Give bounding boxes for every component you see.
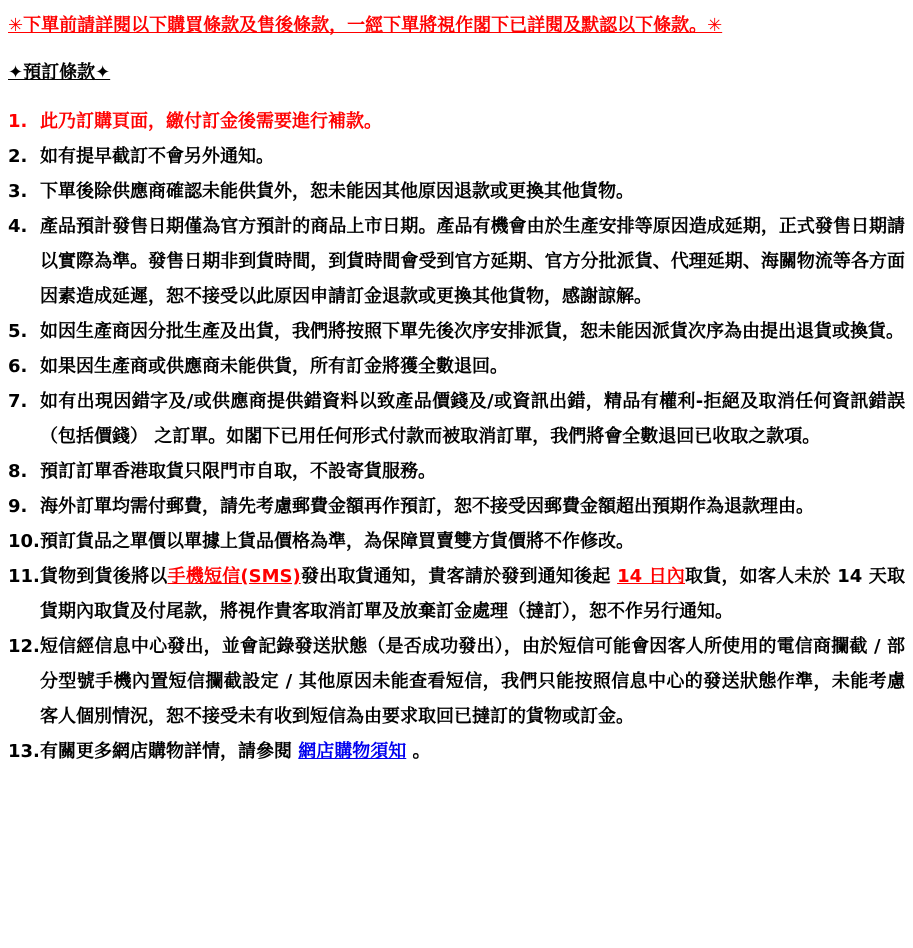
term-text <box>40 349 905 384</box>
term-text-segment: 取貨，如客人未於 14 天取貨期內取貨及付尾款，將視作貴客取消訂單及放棄訂金處理（撻訂），恕不作另行通知。 <box>40 566 905 622</box>
term-number: 10. <box>8 531 40 552</box>
term-text <box>40 314 905 349</box>
term-text-segment: 如有出現因錯字及/或供應商提供錯資料以致產品價錢及/或資訊出錯，精品有權利-拒絕及取消任何資訊錯誤（包括價錢） 之訂單。如閣下已用任何形式付款而被取消訂單，我們將會全數退回已收取之款項。 <box>40 391 905 447</box>
term-number: 6. <box>8 356 28 377</box>
term-number: 5. <box>8 321 28 342</box>
section-title: ✦預訂條款✦ <box>8 62 111 83</box>
term-text <box>40 104 905 139</box>
term-text-segment: 產品預計發售日期僅為官方預計的商品上市日期。產品有機會由於生產安排等原因造成延期，正式發售日期請以實際為準。發售日期非到貨時間，到貨時間會受到官方延期、官方分批派貨、代理延期、海關物流等各方面因素造成延遲，恕不接受以此原因申請訂金退款或更換其他貨物，感謝諒解。 <box>40 216 905 307</box>
term-item <box>8 209 905 314</box>
term-number: 13. <box>8 741 40 762</box>
term-number: 7. <box>8 391 28 412</box>
term-number: 1. <box>8 111 28 132</box>
term-item <box>8 489 905 524</box>
term-item <box>8 524 905 559</box>
term-text-segment: 預訂訂單香港取貨只限門市自取，不設寄貨服務。 <box>40 461 436 482</box>
term-number: 12. <box>8 636 40 657</box>
term-number: 2. <box>8 146 28 167</box>
term-text-segment: 預訂貨品之單價以單據上貨品價格為準，為保障買賣雙方貨價將不作修改。 <box>40 531 634 552</box>
terms-list <box>8 104 905 769</box>
term-text-segment: 短信經信息中心發出，並會記錄發送狀態（是否成功發出），由於短信可能會因客人所使用的電信商攔截 / 部分型號手機內置短信攔截設定 / 其他原因未能查看短信，我們只能按照信息中心的發送狀態作準，未能考慮客人個別情況，恕不接受未有收到短信為由要求取回已撻訂的貨物或訂金。 <box>40 636 905 727</box>
term-text-segment: 海外訂單均需付郵費，請先考慮郵費金額再作預訂，恕不接受因郵費金額超出預期作為退款理由。 <box>40 496 814 517</box>
term-text-segment: 貨物到貨後將以 <box>40 566 168 587</box>
term-item <box>8 454 905 489</box>
term-text-segment: 有關更多網店購物詳情，請參閱 <box>40 741 299 762</box>
term-item <box>8 139 905 174</box>
term-item <box>8 314 905 349</box>
term-text <box>40 174 905 209</box>
term-text-segment: 如因生產商因分批生產及出貨，我們將按照下單先後次序安排派貨，恕未能因派貨次序為由提出退貨或換貨。 <box>40 321 904 342</box>
term-text <box>40 524 905 559</box>
term-number: 8. <box>8 461 28 482</box>
shop-guide-link[interactable]: 網店購物須知 <box>298 741 407 762</box>
term-text-segment: 。 <box>406 741 431 762</box>
term-item <box>8 349 905 384</box>
term-item <box>8 384 905 454</box>
term-text <box>40 384 905 454</box>
term-item <box>8 559 905 629</box>
term-text <box>40 629 905 734</box>
purchase-notice-banner: ✳下單前請詳閱以下購買條款及售後條款，一經下單將視作閣下已詳閱及默認以下條款。✳ <box>8 15 723 36</box>
term-text-segment: 14 日內 <box>617 566 686 587</box>
term-text-segment: 如有提早截訂不會另外通知。 <box>40 146 274 167</box>
term-number: 4. <box>8 216 28 237</box>
term-text-segment: 手機短信(SMS) <box>167 566 301 587</box>
term-text <box>40 454 905 489</box>
term-item <box>8 734 905 769</box>
term-text <box>40 559 905 629</box>
term-text <box>40 139 905 174</box>
term-text <box>40 489 905 524</box>
term-number: 11. <box>8 566 40 587</box>
term-item <box>8 104 905 139</box>
term-text-segment: 如果因生產商或供應商未能供貨，所有訂金將獲全數退回。 <box>40 356 508 377</box>
term-item <box>8 174 905 209</box>
term-number: 3. <box>8 181 28 202</box>
term-text-segment: 發出取貨通知，貴客請於發到通知後起 <box>300 566 618 587</box>
term-text <box>40 734 905 769</box>
term-number: 9. <box>8 496 28 517</box>
term-text <box>40 209 905 314</box>
term-text-segment: 此乃訂購頁面，繳付訂金後需要進行補款。 <box>40 111 382 132</box>
term-item <box>8 629 905 734</box>
term-text-segment: 下單後除供應商確認未能供貨外，恕未能因其他原因退款或更換其他貨物。 <box>40 181 634 202</box>
